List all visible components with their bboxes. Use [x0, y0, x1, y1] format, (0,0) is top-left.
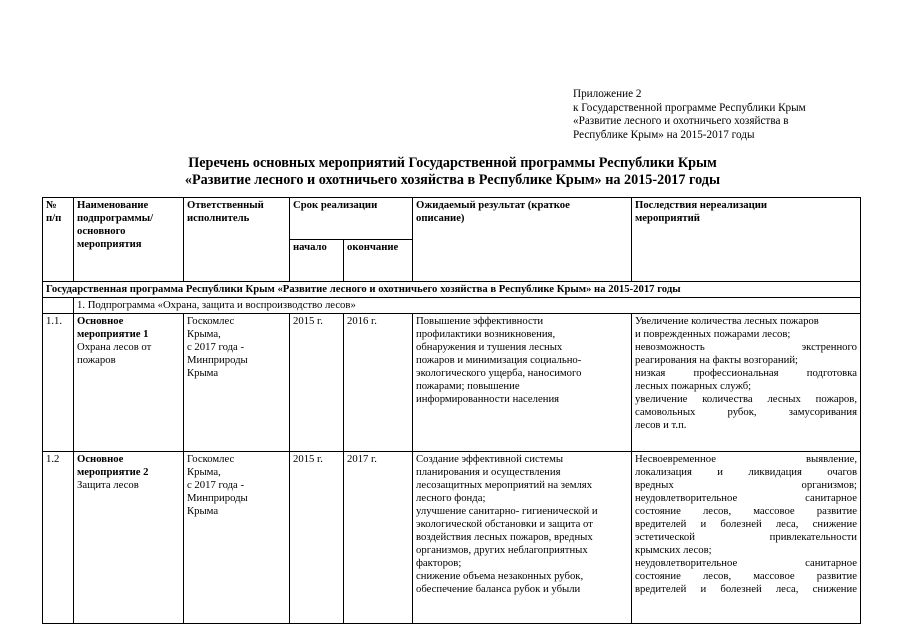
row-executor-line: Минприроды: [187, 354, 248, 366]
row-result-line: экологической обстановки и защита от: [416, 518, 593, 530]
appendix-line: «Развитие лесного и охотничьего хозяйства в: [573, 115, 789, 128]
row-name-line: Охрана лесов от: [77, 341, 152, 353]
subprogram-row: 1. Подпрограмма «Охрана, защита и воспроизводство лесов»: [74, 298, 861, 314]
row-consequences-line: крымских лесов;: [635, 544, 712, 556]
row-executor-line: Крыма: [187, 505, 219, 517]
row-consequences-line: состояние лесов, массовое развитие: [635, 570, 857, 582]
row-consequences-line: невозможность экстренного: [635, 341, 857, 353]
row-consequences-line: состояние лесов, массовое развитие: [635, 505, 857, 517]
header-end: окончание: [344, 240, 413, 282]
header-period: Срок реализации: [290, 198, 413, 240]
header-name: [74, 198, 184, 282]
row-consequences-line: локализация и ликвидация очагов: [635, 466, 857, 478]
header-name-line: Наименование: [77, 199, 149, 211]
row-consequences-line: Увеличение количества лесных пожаров: [635, 315, 819, 327]
row-result-line: снижение объема незаконных рубок,: [416, 570, 584, 582]
row-executor: [184, 452, 290, 624]
header-executor-line: Ответственный: [187, 199, 264, 211]
row-result-line: профилактики возникновения,: [416, 328, 556, 340]
row-result: [413, 452, 632, 624]
document-title: [0, 155, 905, 189]
row-consequences-line: эстетической привлекательности: [635, 531, 857, 543]
row-result-line: улучшение санитарно- гигиенической и: [416, 505, 598, 517]
row-executor-line: Крыма,: [187, 328, 221, 340]
row-consequences-line: вредителей и болезней леса, снижение: [635, 518, 857, 530]
row-consequences-line: увеличение количества лесных пожаров,: [635, 393, 857, 405]
row-result-line: планирования и осуществления: [416, 466, 561, 478]
row-result-line: обеспечение баланса рубок и убыли: [416, 583, 581, 595]
header-consequences: [632, 198, 861, 282]
measures-table: [42, 197, 861, 624]
row-consequences: [632, 314, 861, 452]
row-consequences-line: и поврежденных пожарами лесов;: [635, 328, 791, 340]
header-result-line: описание): [416, 212, 465, 224]
row-consequences-line: Несвоевременное выявление,: [635, 453, 857, 465]
row-result-line: организмов, других неблагоприятных: [416, 544, 588, 556]
row-result-line: факторов;: [416, 557, 462, 569]
title-line-2: «Развитие лесного и охотничьего хозяйства в Республике Крым» на 2015-2017 годы: [184, 172, 721, 188]
table-row: [43, 452, 861, 624]
row-name-bold: мероприятие 1: [77, 328, 149, 340]
appendix-note: [573, 88, 806, 142]
row-num: 1.2: [43, 452, 74, 624]
appendix-line: Республике Крым» на 2015-2017 годы: [573, 128, 755, 141]
row-result-line: информированности населения: [416, 393, 560, 405]
header-consequences-line: мероприятий: [635, 212, 700, 224]
row-name-bold: Основное: [77, 315, 124, 327]
row-start: 2015 г.: [290, 314, 344, 452]
row-result-line: пожарами; повышение: [416, 380, 520, 392]
header-name-line: подпрограммы/: [77, 212, 154, 224]
header-num: [43, 198, 74, 282]
row-result-line: лесозащитных мероприятий на землях: [416, 479, 593, 491]
row-result-line: обнаружения и тушения лесных: [416, 341, 563, 353]
row-result-line: воздействия лесных пожаров, вредных: [416, 531, 593, 543]
row-num: 1.1.: [43, 314, 74, 452]
header-executor: [184, 198, 290, 282]
row-result-line: Создание эффективной системы: [416, 453, 564, 465]
subprogram-row-spacer: [43, 298, 74, 314]
row-executor-line: с 2017 года -: [187, 479, 245, 491]
header-start: начало: [290, 240, 344, 282]
row-executor-line: Госкомлес: [187, 453, 235, 465]
header-name-line: основного: [77, 225, 126, 237]
row-result: [413, 314, 632, 452]
appendix-line: к Государственной программе Республики Крым: [573, 101, 806, 114]
row-consequences-line: низкая профессиональная подготовка: [635, 367, 857, 379]
row-end: 2016 г.: [344, 314, 413, 452]
row-consequences-line: неудовлетворительное санитарное: [635, 557, 857, 569]
title-line-1: Перечень основных мероприятий Государственной программы Республики Крым: [188, 155, 717, 171]
row-executor: [184, 314, 290, 452]
header-result: [413, 198, 632, 282]
row-result-line: пожаров и минимизация социально-: [416, 354, 582, 366]
row-consequences-line: лесов и т.п.: [635, 419, 687, 431]
row-executor-line: Крыма: [187, 367, 219, 379]
program-row: Государственная программа Республики Крым «Развитие лесного и охотничьего хозяйства в Республике Крым» на 2015-2017 годы: [43, 282, 861, 298]
row-result-line: экологического ущерба, наносимого: [416, 367, 582, 379]
header-num-line: п/п: [46, 212, 62, 224]
row-consequences-line: вредителей и болезней леса, снижение: [635, 583, 857, 595]
row-consequences-line: вредных организмов;: [635, 479, 857, 491]
row-executor-line: Минприроды: [187, 492, 248, 504]
row-executor-line: с 2017 года -: [187, 341, 245, 353]
row-name: [74, 314, 184, 452]
row-result-line: лесного фонда;: [416, 492, 486, 504]
row-result-line: Повышение эффективности: [416, 315, 544, 327]
header-name-line: мероприятия: [77, 238, 142, 250]
row-name-line: Защита лесов: [77, 479, 139, 491]
row-executor-line: Госкомлес: [187, 315, 235, 327]
row-executor-line: Крыма,: [187, 466, 221, 478]
header-executor-line: исполнитель: [187, 212, 250, 224]
row-name-bold: мероприятие 2: [77, 466, 149, 478]
row-consequences-line: лесных пожарных служб;: [635, 380, 752, 392]
row-consequences-line: неудовлетворительное санитарное: [635, 492, 857, 504]
row-name-bold: Основное: [77, 453, 124, 465]
header-result-line: Ожидаемый результат (краткое: [416, 199, 570, 211]
row-consequences: [632, 452, 861, 624]
header-num-line: №: [46, 199, 57, 211]
row-consequences-line: самовольных рубок, замусоривания: [635, 406, 857, 418]
row-start: 2015 г.: [290, 452, 344, 624]
appendix-line: Приложение 2: [573, 88, 642, 100]
header-consequences-line: Последствия нереализации: [635, 199, 768, 211]
table-row: [43, 314, 861, 452]
row-name: [74, 452, 184, 624]
row-name-line: пожаров: [77, 354, 116, 366]
row-consequences-line: реагирования на факты возгораний;: [635, 354, 799, 366]
row-end: 2017 г.: [344, 452, 413, 624]
